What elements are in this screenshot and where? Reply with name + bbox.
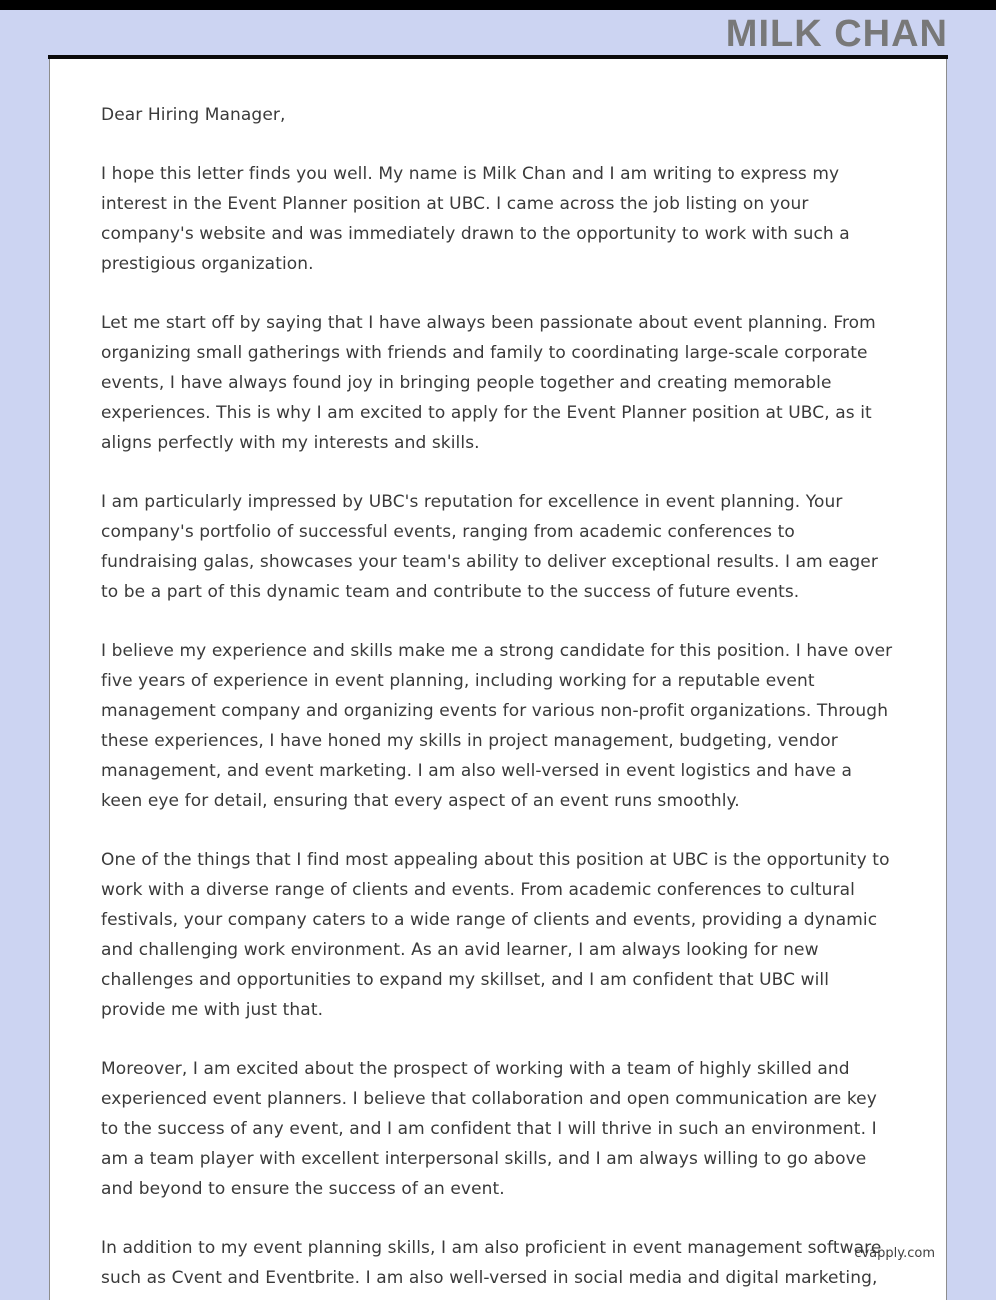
top-frame-bar xyxy=(0,0,996,10)
greeting: Dear Hiring Manager, xyxy=(101,105,286,125)
paragraph: I believe my experience and skills make me a strong candidate for this position. I have over five years of experience in event planning, including working for a reputable event management company and organizing events for various non-profit organizations. Through these experiences, I have honed my skills in project management, budgeting, vendor management, and event marketing. I am also well-versed in event logistics and have a keen eye for detail, ensuring that every aspect of an event runs smoothly. xyxy=(101,641,893,811)
brand-title: MILK CHAN xyxy=(725,13,948,55)
letter-page xyxy=(49,59,947,1300)
paragraph: I am particularly impressed by UBC's reputation for excellence in event planning. Your company's portfolio of successful events, ranging from academic conferences to fundraising galas, showcases your team's ability to deliver exceptional results. I am eager to be a part of this dynamic team and contribute to the success of future events. xyxy=(101,492,878,602)
paragraph: In addition to my event planning skills, I am also proficient in event management software such as Cvent and Eventbrite. I am also well-versed in social media and digital marketing, xyxy=(101,1238,882,1288)
paragraph: I hope this letter finds you well. My name is Milk Chan and I am writing to express my interest in the Event Planner position at UBC. I came across the job listing on your company's website and was immediately drawn to the opportunity to work with such a prestigious organization. xyxy=(101,164,850,274)
letter-header xyxy=(48,10,948,55)
paragraph: Moreover, I am excited about the prospect of working with a team of highly skilled and experienced event planners. I believe that collaboration and open communication are key to the success of any event, and I am confident that I will thrive in such an environment. I am a team player with excellent interpersonal skills, and I am always willing to go above and beyond to ensure the success of an event. xyxy=(101,1059,877,1199)
paragraph: Let me start off by saying that I have always been passionate about event planning. From organizing small gatherings with friends and family to coordinating large-scale corporate events, I have always found joy in bringing people together and creating memorable experiences. This is why I am excited to apply for the Event Planner position at UBC, as it aligns perfectly with my interests and skills. xyxy=(101,313,876,453)
paragraph: One of the things that I find most appealing about this position at UBC is the opportunity to work with a diverse range of clients and events. From academic conferences to cultural festivals, your company caters to a wide range of clients and events, providing a dynamic and challenging work environment. As an avid learner, I am always looking for new challenges and opportunities to expand my skillset, and I am confident that UBC will provide me with just that. xyxy=(101,850,890,1020)
watermark: cvapply.com xyxy=(854,1246,935,1261)
